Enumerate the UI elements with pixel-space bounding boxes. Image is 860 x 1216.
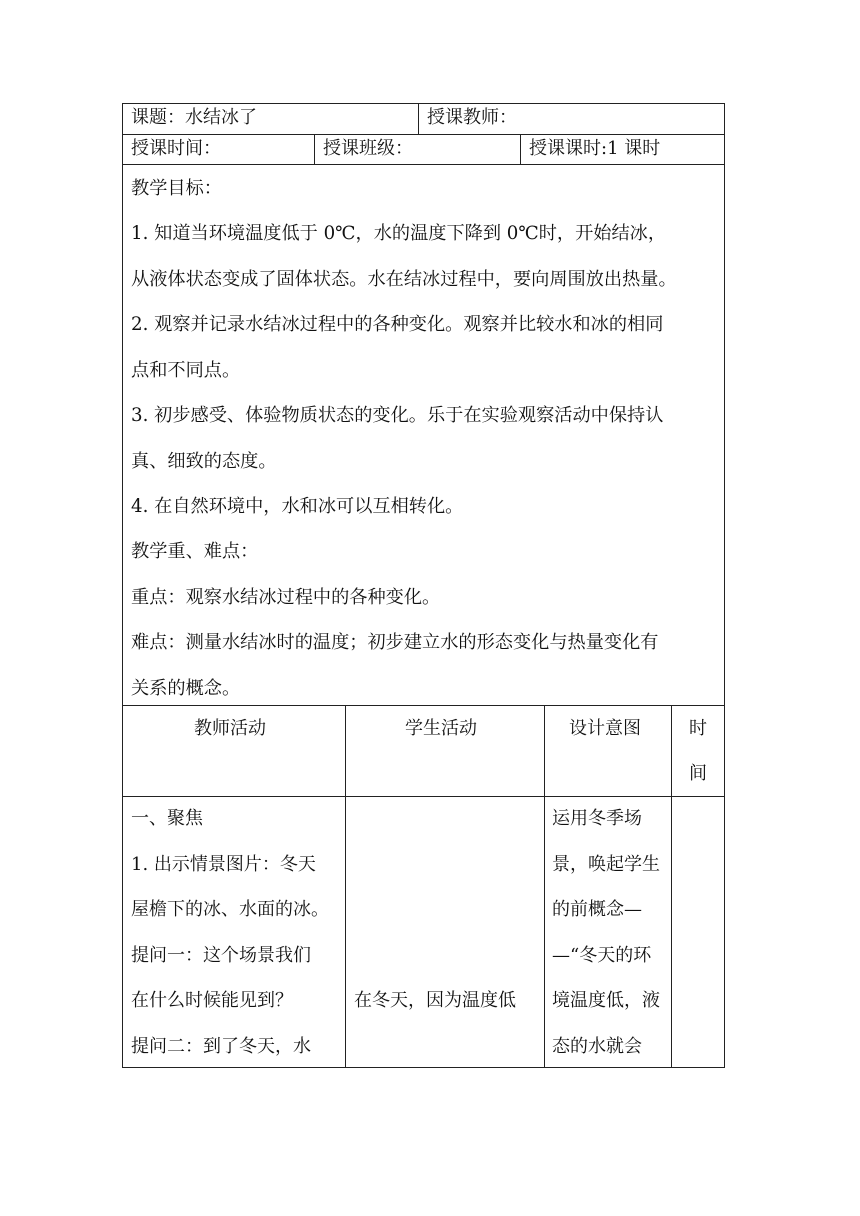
header-student-activity: 学生活动 [405, 718, 477, 739]
col-divider [418, 103, 419, 134]
teacher-activity-line: 提问二：到了冬天，水 [131, 1036, 311, 1057]
difficult-point-line-2: 关系的概念。 [131, 678, 241, 699]
key-difficult-title: 教学重、难点： [131, 541, 259, 562]
student-activity-text: 在冬天，因为温度低 [354, 990, 516, 1011]
teacher-activity-line: 提问一：这个场景我们 [131, 945, 311, 966]
col-divider [544, 705, 545, 1068]
col-divider [671, 705, 672, 1068]
key-point: 重点：观察水结冰过程中的各种变化。 [131, 587, 441, 608]
design-intent-line: —“冬天的环 [552, 945, 652, 966]
difficult-point-line-1: 难点：测量水结冰时的温度；初步建立水的形态变化与热量变化有 [131, 632, 659, 653]
col-divider [345, 705, 346, 1068]
objective-2-line-1: 2. 观察并记录水结冰过程中的各种变化。观察并比较水和冰的相同 [131, 314, 664, 335]
header-design-intent: 设计意图 [569, 718, 641, 739]
row-divider [122, 164, 725, 165]
objective-2-line-2: 点和不同点。 [131, 360, 241, 381]
objective-3-line-1: 3. 初步感受、体验物质状态的变化。乐于在实验观察活动中保持认 [131, 405, 664, 426]
teacher-label: 授课教师： [427, 107, 517, 128]
design-intent-line: 态的水就会 [552, 1036, 642, 1057]
objective-1-line-1: 1. 知道当环境温度低于 0℃，水的温度下降到 0℃时，开始结冰， [131, 223, 667, 244]
header-time-line-1: 时 [689, 718, 707, 739]
hours-label: 授课课时:1 课时 [529, 138, 661, 159]
teacher-activity-line: 一、聚焦 [131, 808, 203, 829]
design-intent-line: 景，唤起学生 [552, 854, 660, 875]
col-divider [314, 134, 315, 164]
objectives-title: 教学目标： [131, 178, 222, 199]
objective-1-line-2: 从液体状态变成了固体状态。水在结冰过程中，要向周围放出热量。 [131, 269, 677, 290]
time-label: 授课时间： [131, 138, 221, 159]
col-divider [520, 134, 521, 164]
row-divider [122, 705, 725, 706]
topic-label: 课题：水结冰了 [131, 107, 257, 128]
header-teacher-activity: 教师活动 [194, 718, 266, 739]
design-intent-line: 运用冬季场 [552, 808, 642, 829]
teacher-activity-line: 1. 出示情景图片：冬天 [131, 854, 316, 875]
objective-4: 4. 在自然环境中，水和冰可以互相转化。 [131, 496, 464, 517]
design-intent-line: 境温度低，液 [552, 990, 660, 1011]
teacher-activity-line: 在什么时候能见到？ [131, 990, 293, 1011]
design-intent-line: 的前概念— [552, 899, 642, 920]
objective-3-line-2: 真、细致的态度。 [131, 451, 277, 472]
row-divider [122, 134, 725, 135]
header-time-line-2: 间 [689, 763, 707, 784]
teacher-activity-line: 屋檐下的冰、水面的冰。 [131, 899, 329, 920]
class-label: 授课班级： [323, 138, 413, 159]
